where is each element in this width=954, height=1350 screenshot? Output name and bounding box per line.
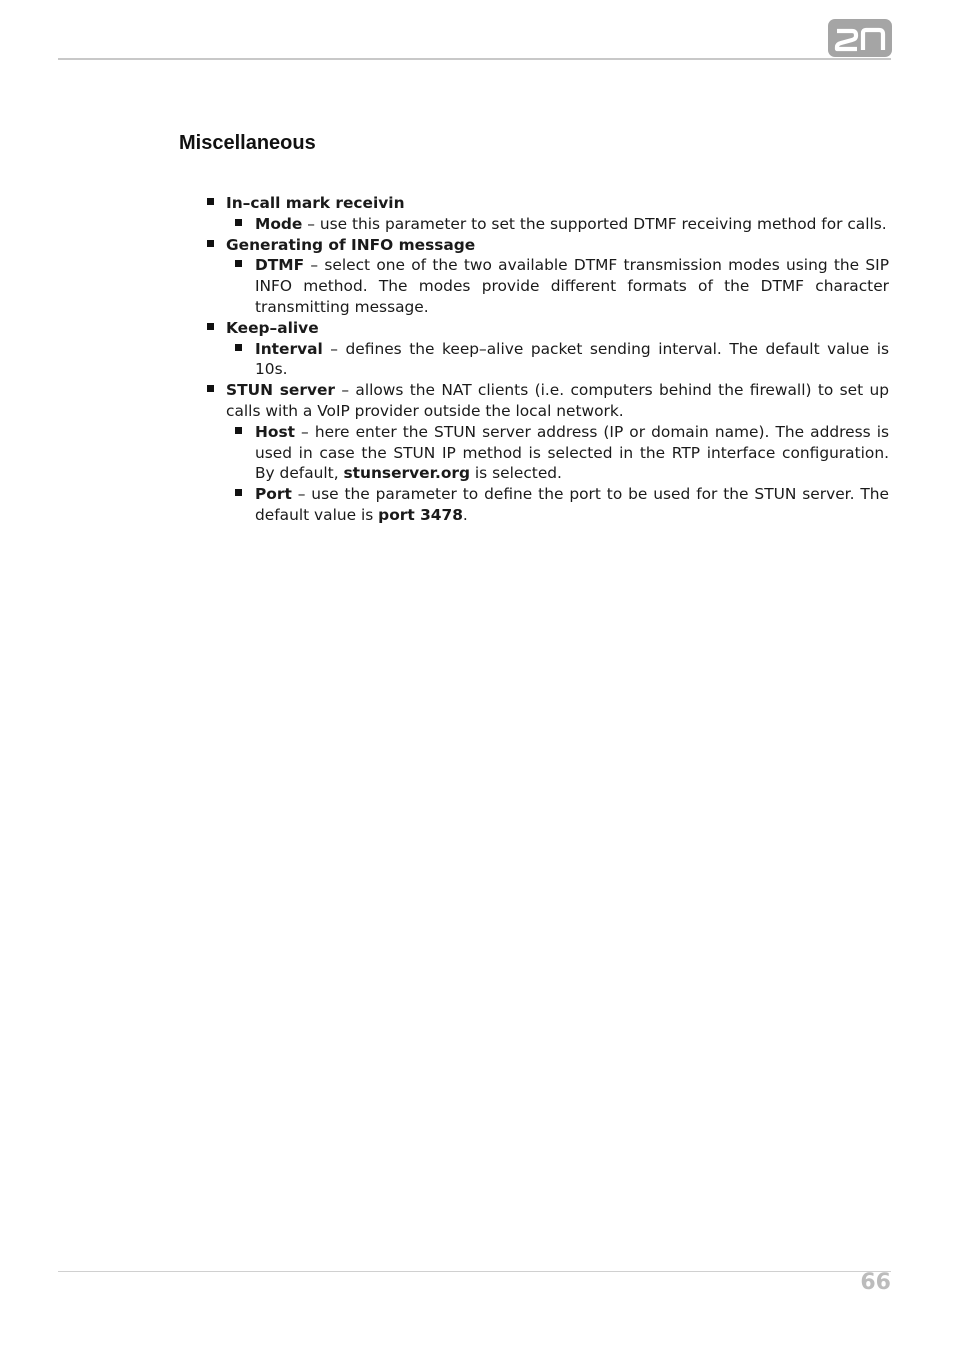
item-title: STUN server xyxy=(226,381,336,400)
item-title: Keep–alive xyxy=(226,318,319,337)
subitem-text: – use this parameter to set the supported DTMF receiving method for calls. xyxy=(302,214,887,233)
subitem-term: DTMF xyxy=(255,256,305,275)
subitem-bold-value: stunserver.org xyxy=(343,464,471,483)
subitem-dtmf xyxy=(255,255,889,317)
item-title: In–call mark receivin xyxy=(226,194,405,212)
subitem-interval xyxy=(255,339,889,381)
subitem-text: – here enter the STUN server address (IP or domain name). The address is used in case the STUN IP method is selected in the RTP interface configuration. By default, xyxy=(255,422,889,483)
brand-logo xyxy=(828,19,892,57)
list-item-keep-alive xyxy=(206,318,889,380)
subitem-bold-value: port 3478 xyxy=(378,505,463,524)
subitem-text-end: is selected. xyxy=(470,464,562,483)
page-number: 66 xyxy=(860,1270,891,1295)
item-title: Generating of INFO message xyxy=(226,235,476,254)
logo-2n-mark xyxy=(828,19,892,57)
header-rule xyxy=(58,58,891,60)
subitem-term: Port xyxy=(255,485,292,504)
subitem-text-end: . xyxy=(462,505,468,524)
subitem-text: – use the parameter to define the port to be used for the STUN server. The default value is xyxy=(255,485,889,524)
section-title: Miscellaneous xyxy=(179,132,316,154)
list-item-info-message xyxy=(206,235,889,318)
list-item-incall-mark xyxy=(206,193,889,235)
subitem-mode xyxy=(255,214,889,235)
subitem-term: Mode xyxy=(255,214,303,233)
subitem-text: – select one of the two available DTMF transmission modes using the SIP INFO method. The modes provide different formats of the DTMF character transmitting message. xyxy=(255,256,889,316)
item-text: – allows the NAT clients (i.e. computers behind the firewall) to set up calls with a VoIP provider outside the local network. xyxy=(226,381,889,420)
list-item-stun-server xyxy=(206,380,889,526)
subitem-term: Host xyxy=(255,422,295,441)
settings-list xyxy=(206,193,889,526)
subitem-term: Interval xyxy=(255,339,323,358)
subitem-port xyxy=(255,484,889,526)
subitem-text: – defines the keep–alive packet sending interval. The default value is 10s. xyxy=(255,339,889,379)
footer-rule xyxy=(58,1271,891,1272)
subitem-host xyxy=(255,422,889,484)
